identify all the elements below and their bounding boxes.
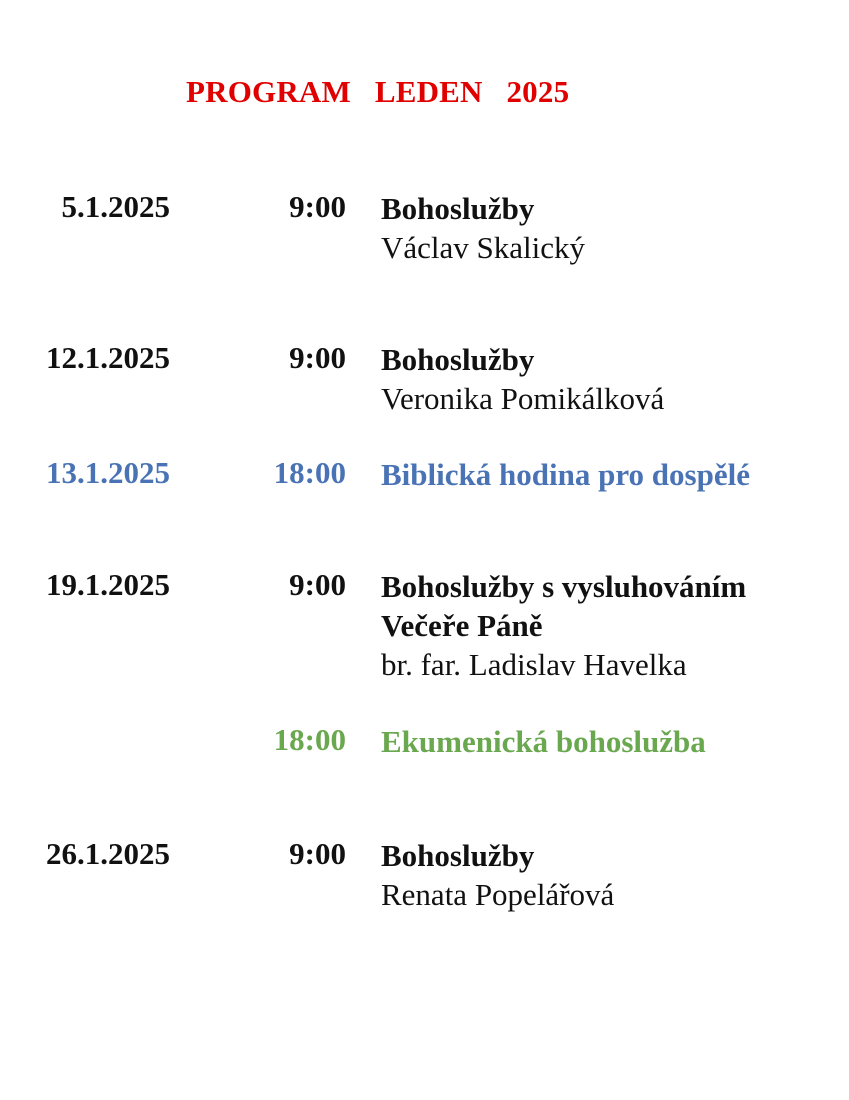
entry-description [381, 455, 750, 494]
entry-event: Bohoslužby [381, 838, 535, 873]
entry-event-line2: Večeře Páně [381, 608, 543, 643]
entry-person: Veronika Pomikálková [381, 381, 665, 416]
entry-date: 13.1.2025 [46, 455, 170, 490]
entry-person: br. far. Ladislav Havelka [381, 647, 687, 682]
entry-time: 18:00 [273, 455, 346, 490]
entry-time: 9:00 [289, 340, 346, 375]
entry-person: Renata Popelářová [381, 877, 615, 912]
entry-event-line1: Bohoslužby s vysluhováním [381, 569, 747, 604]
entry-time: 18:00 [273, 722, 346, 757]
entry-description [381, 836, 614, 914]
entry-description [381, 340, 664, 418]
entry-description [381, 722, 706, 761]
entry-time: 9:00 [289, 567, 346, 602]
entry-date: 19.1.2025 [46, 567, 170, 602]
entry-description [381, 567, 746, 684]
entry-event: Biblická hodina pro dospělé [381, 457, 750, 492]
entry-event: Bohoslužby [381, 191, 535, 226]
page-title: PROGRAM LEDEN 2025 [186, 74, 570, 109]
entry-description [381, 189, 585, 267]
entry-date: 12.1.2025 [46, 340, 170, 375]
entry-date: 5.1.2025 [61, 189, 170, 224]
entry-event: Bohoslužby [381, 342, 535, 377]
entry-time: 9:00 [289, 836, 346, 871]
entry-time: 9:00 [289, 189, 346, 224]
entry-date: 26.1.2025 [46, 836, 170, 871]
entry-event: Ekumenická bohoslužba [381, 724, 706, 759]
entry-person: Václav Skalický [381, 230, 586, 265]
